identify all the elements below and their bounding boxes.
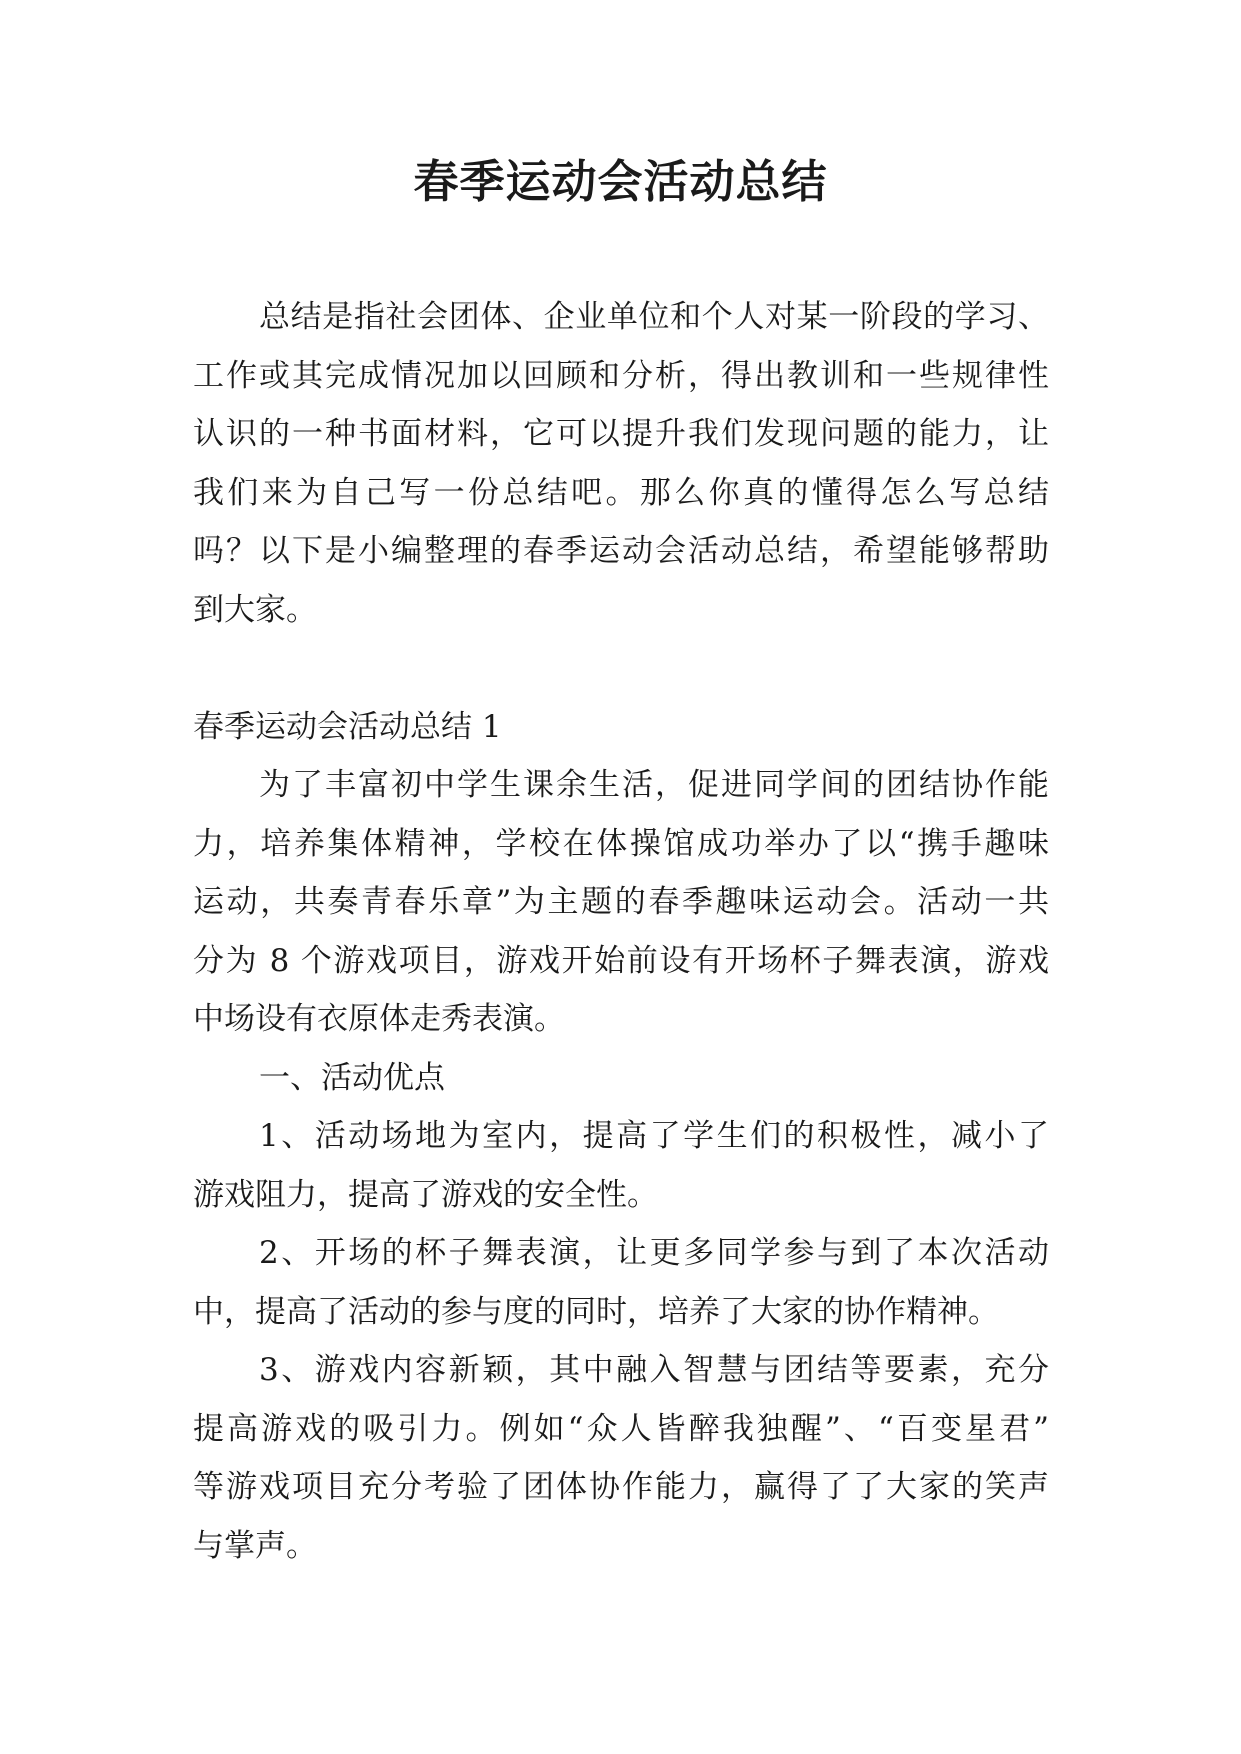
document-body bbox=[193, 288, 1049, 1575]
point-line: 3、游戏内容新颖，其中融入智慧与团结等要素，充分 bbox=[259, 1352, 1049, 1388]
subheading: 一、活动优点 bbox=[259, 1059, 445, 1096]
intro-line: 吗？以下是小编整理的春季运动会活动总结，希望能够帮助 bbox=[193, 533, 1049, 569]
point-line: 与掌声。 bbox=[193, 1527, 317, 1564]
intro-line: 我们来为自己写一份总结吧。那么你真的懂得怎么写总结 bbox=[193, 474, 1049, 511]
document-title: 春季运动会活动总结 bbox=[413, 155, 828, 208]
intro-line: 认识的一种书面材料，它可以提升我们发现问题的能力，让 bbox=[193, 416, 1049, 452]
paragraph-spacer bbox=[193, 639, 1049, 698]
point-line: 1、活动场地为室内，提高了学生们的积极性，减小了 bbox=[259, 1118, 1049, 1154]
point-line: 2、开场的杯子舞表演，让更多同学参与到了本次活动 bbox=[259, 1235, 1049, 1271]
paragraph-line: 分为 8 个游戏项目，游戏开始前设有开场杯子舞表演，游戏 bbox=[193, 942, 1049, 979]
intro-line: 到大家。 bbox=[193, 591, 317, 628]
paragraph-line: 力，培养集体精神，学校在体操馆成功举办了以“携手趣味 bbox=[193, 825, 1049, 862]
point-line: 提高游戏的吸引力。例如“众人皆醉我独醒”、“百变星君” bbox=[193, 1410, 1049, 1447]
intro-line: 工作或其完成情况加以回顾和分析，得出教训和一些规律性 bbox=[193, 357, 1049, 394]
paragraph-line: 中场设有衣原体走秀表演。 bbox=[193, 1001, 565, 1037]
paragraph-line: 为了丰富初中学生课余生活，促进同学间的团结协作能 bbox=[259, 767, 1049, 803]
intro-line: 总结是指社会团体、企业单位和个人对某一阶段的学习、 bbox=[259, 299, 1049, 335]
point-line: 中，提高了活动的参与度的同时，培养了大家的协作精神。 bbox=[193, 1293, 999, 1330]
section-heading: 春季运动会活动总结 1 bbox=[193, 708, 502, 745]
point-line: 游戏阻力，提高了游戏的安全性。 bbox=[193, 1176, 658, 1213]
paragraph-line: 运动，共奏青春乐章”为主题的春季趣味运动会。活动一共 bbox=[193, 884, 1049, 920]
point-line: 等游戏项目充分考验了团体协作能力，赢得了了大家的笑声 bbox=[193, 1469, 1049, 1505]
